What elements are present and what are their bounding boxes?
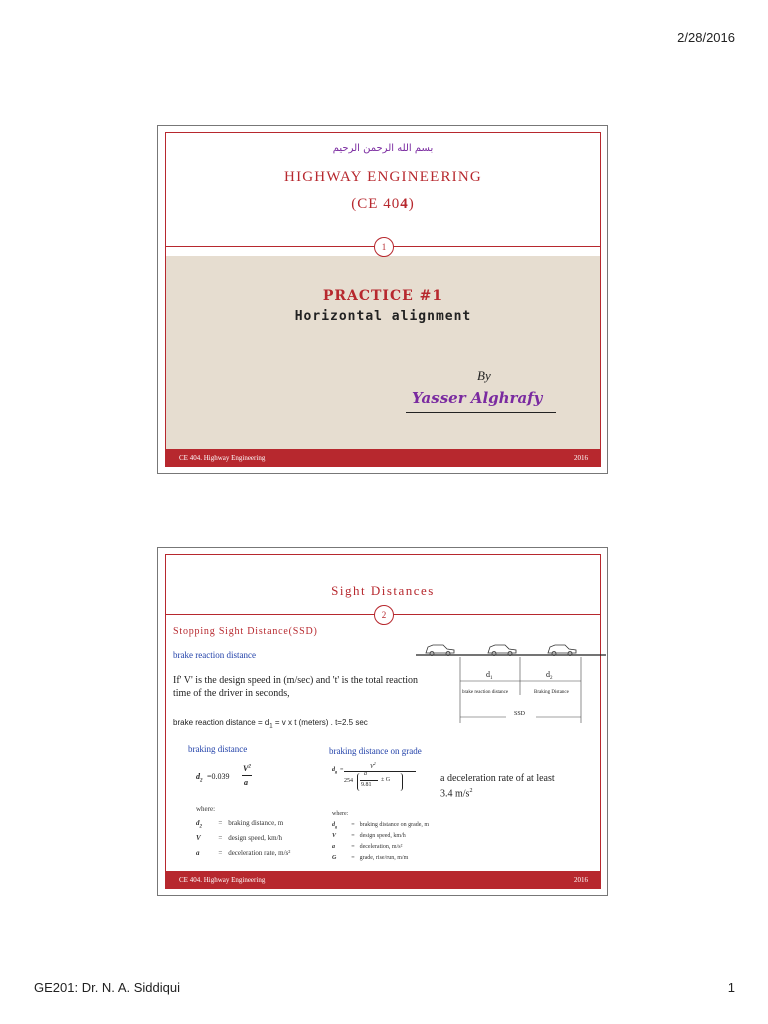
where-symbol-sub: 2 <box>199 824 202 830</box>
car-icon <box>426 645 454 656</box>
slide-footer-year: 2016 <box>574 876 588 884</box>
where-equals: = <box>351 822 355 828</box>
deceleration-text: a deceleration rate of at least <box>440 773 555 784</box>
where-symbol: $d_g$ <box>332 822 337 830</box>
where-symbol: G <box>332 855 337 861</box>
eq1-num-exp: 2 <box>248 764 251 770</box>
by-label: By <box>477 368 491 383</box>
where-label-left: where: <box>196 805 216 813</box>
slide-1-title: HIGHWAY ENGINEERING <box>284 169 482 185</box>
slide-footer-course: CE 404. Highway Engineering <box>179 876 266 884</box>
d2-label: $d_2$ <box>546 670 553 681</box>
slide-1 <box>157 125 608 474</box>
slide-2-title: Sight Distances <box>331 583 435 598</box>
eq1-coef: =0.039 <box>207 772 230 781</box>
page-number: 1 <box>727 980 735 995</box>
course-code <box>166 196 600 213</box>
definition-paragraph: If' V' is the design speed in (m/sec) and 't' is the total reaction time of the driver in seconds, <box>173 675 419 699</box>
eq1-den: a <box>244 778 248 787</box>
slide-1-frame <box>165 132 601 467</box>
where-description: braking distance on grade, m <box>359 822 430 828</box>
where-description: braking distance, m <box>228 819 284 827</box>
where-description: design speed, km/h <box>359 833 406 839</box>
slide-footer-course: CE 404. Highway Engineering <box>179 454 266 462</box>
formula-subscript: 1 <box>269 723 273 730</box>
author-name: Yasser Alghrafy <box>412 389 543 407</box>
brake-reaction-distance-label: brake reaction distance <box>462 690 509 695</box>
eq2-den-pre: 254 <box>344 778 353 784</box>
author-underline <box>406 412 556 413</box>
eq2-eq: = <box>340 767 344 773</box>
course-code-prefix: (CE 40 <box>351 196 401 212</box>
ssd-diagram <box>416 635 616 735</box>
where-description: deceleration, m/s² <box>359 844 403 850</box>
braking-distance-label: Braking Distance <box>534 690 569 695</box>
car-icon <box>488 645 516 656</box>
car-icon <box>548 645 576 656</box>
where-symbol: a <box>332 844 335 850</box>
slide-2-frame <box>165 554 601 889</box>
content-panel <box>166 256 600 466</box>
slide-footer-bar <box>166 449 600 466</box>
ssd-heading: Stopping Sight Distance(SSD) <box>173 626 318 637</box>
slide-number-badge: 2 <box>374 605 394 625</box>
where-description: deceleration rate, m/s² <box>228 849 291 857</box>
where-symbol: V <box>332 833 337 839</box>
formula-suffix: = v x t (meters) . t=2.5 sec <box>272 718 368 727</box>
where-symbol: V <box>196 834 201 842</box>
course-code-digit: 4 <box>400 196 409 212</box>
course-code-suffix: ) <box>408 196 415 212</box>
formula-prefix: brake reaction distance = d <box>173 718 270 727</box>
where-description: grade, rise/run, m/m <box>359 855 409 861</box>
slide-2 <box>157 547 608 896</box>
eq1-lhs-sub: 2 <box>200 778 203 784</box>
slide-footer-year: 2016 <box>574 454 588 462</box>
where-symbol: a <box>196 849 200 857</box>
eq2-num-exp: 2 <box>373 761 376 766</box>
page-footer-author: GE201: Dr. N. A. Siddiqui <box>34 980 180 995</box>
slide-number-badge: 1 <box>374 237 394 257</box>
where-label-right: where: <box>332 811 349 817</box>
where-equals: = <box>218 849 223 857</box>
eq2-tail: ± G <box>381 777 391 783</box>
brake-reaction-heading: brake reaction distance <box>173 650 256 660</box>
topic-heading: Horizontal alignment <box>294 309 472 324</box>
where-symbol-sub: g <box>335 824 337 830</box>
eq2-lhs-sub: g <box>335 769 337 775</box>
ssd-label: SSD <box>514 711 526 717</box>
braking-distance-heading: braking distance <box>188 744 248 754</box>
deceleration-note <box>440 772 600 800</box>
basmala-text: بسم الله الرحمن الرحيم <box>332 143 434 154</box>
eq2-frac-num: a <box>364 771 367 777</box>
where-equals: = <box>351 833 355 839</box>
deceleration-exp: 2 <box>469 788 473 794</box>
where-equals: = <box>218 819 223 827</box>
where-symbol: $d_2$ <box>196 819 202 830</box>
where-equals: = <box>351 855 355 861</box>
page-date: 2/28/2016 <box>677 30 735 45</box>
brake-reaction-formula <box>173 718 368 730</box>
deceleration-value: 3.4 m/s <box>440 788 470 800</box>
braking-distance-grade-heading: braking distance on grade <box>329 746 422 756</box>
eq1-lhs: d <box>196 772 200 781</box>
d1-label: $d_1$ <box>486 670 493 681</box>
eq2-lhs: d <box>332 767 335 773</box>
eq2-frac-den: 9.81 <box>361 782 372 788</box>
slide-footer-bar <box>166 871 600 888</box>
eq2-num: V <box>370 764 374 770</box>
where-equals: = <box>351 844 355 850</box>
eq1-num: V <box>243 764 249 773</box>
where-equals: = <box>218 834 223 842</box>
practice-heading: PRACTICE #1 <box>322 288 444 304</box>
where-description: design speed, km/h <box>228 834 283 842</box>
